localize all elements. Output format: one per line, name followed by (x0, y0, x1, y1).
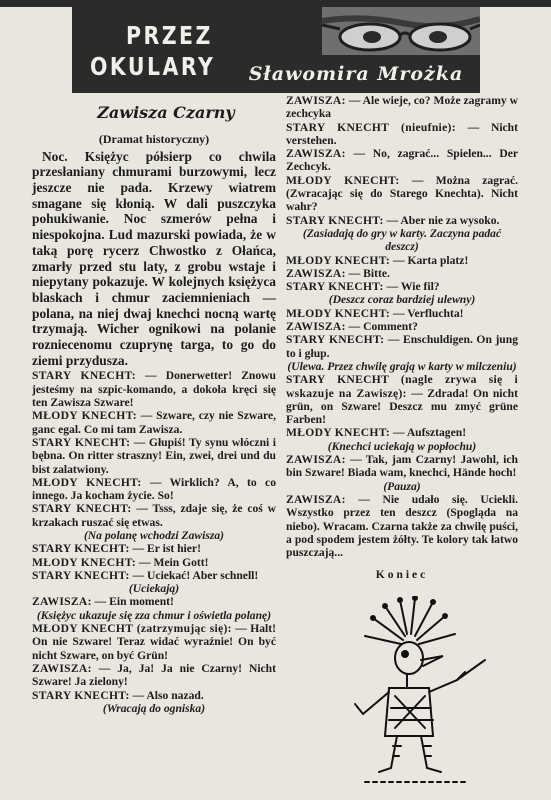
dialogue-line (32, 502, 276, 529)
stage-direction: (Na polanę wchodzi Zawisza) (83, 529, 225, 542)
stage-direction: (Knechci uciekają w popłochu) (327, 439, 477, 453)
dialogue-text: — Uciekać! Aber schnell! (129, 568, 259, 582)
dialogue-line (286, 373, 518, 426)
stage-direction: (Deszcz coraz bardziej ulewny) (328, 293, 476, 307)
speaker-name: MŁODY KNECHT: (286, 173, 400, 187)
column-banner (72, 7, 480, 93)
glasses-photo (322, 7, 480, 55)
dialogue-line (286, 280, 518, 293)
dialogue-line (286, 121, 518, 148)
speaker-name: ZAWISZA: (286, 266, 346, 280)
speaker-name: ZAWISZA: (286, 492, 346, 506)
speaker-name: STARY KNECHT: (32, 542, 130, 556)
dialogue-text: — Comment? (345, 320, 418, 334)
dialogue-text: — Szware, czy nie Szware, ganc egal. Co mi tam Zawisza. (32, 409, 276, 436)
dialogue-line (286, 254, 518, 267)
dialogue-line (32, 369, 276, 409)
speaker-name: ZAWISZA: (286, 147, 346, 161)
dialogue-line (32, 662, 276, 689)
dialogue-line (32, 569, 276, 582)
dialogue-line (32, 556, 276, 569)
speaker-name: MŁODY KNECHT: (286, 426, 391, 440)
knight-illustration (345, 596, 495, 796)
dialogue-text: — Zdrada! On nicht grün, on Szware! Deszcz mu zmyć grüne Farben! (286, 386, 518, 427)
speaker-name: STARY KNECHT: (32, 435, 131, 449)
dialogue-text: — Halt! On nie Szware! Teraz widać wyraźnie! On być nicht Szware, on być Grün! (32, 622, 276, 662)
speaker-name: MŁODY KNECHT (zatrzymując się): (32, 622, 232, 636)
play-subtitle: (Dramat historyczny) (98, 132, 210, 147)
dialogue-text: — Można zagrać. (Zwracając się do Starego Knechta). Nicht wahr? (286, 173, 518, 214)
dialogue-text: — Wie fil? (383, 280, 440, 294)
speaker-name: STARY KNECHT: (32, 502, 132, 516)
banner-author: Sławomira Mrożka (248, 63, 464, 85)
dialogue-line (286, 307, 518, 320)
speaker-name: MŁODY KNECHT: (286, 253, 391, 267)
dialogue-line (286, 174, 518, 214)
dialogue-line (32, 542, 276, 555)
dialogue-line (32, 689, 276, 702)
speaker-name: ZAWISZA: (286, 320, 346, 334)
play-title: Zawisza Czarny (97, 103, 235, 122)
dialogue-text: — Aufsztagen! (390, 426, 467, 440)
speaker-name: STARY KNECHT: (286, 333, 385, 347)
stage-direction: (Pauza) (383, 479, 421, 493)
speaker-name: MŁODY KNECHT: (32, 555, 137, 569)
speaker-name: MŁODY KNECHT: (32, 409, 137, 423)
dialogue-text: — Ale wieje, co? Może zagramy w zechcyka (286, 94, 518, 121)
ending-label: Koniec (375, 569, 429, 582)
speaker-name: STARY KNECHT (nagle zrywa się i wskazuje na Zawiszę): (286, 373, 518, 400)
dialogue-line (286, 493, 518, 559)
speaker-name: STARY KNECHT: (286, 213, 384, 227)
left-dialogue (32, 369, 276, 715)
dialogue-text: — Donerwetter! Znowu jesteśmy na szpic-komando, a dokoła kręci się ten Zawisza Szware! (32, 369, 276, 410)
dialogue-text: — Głupiś! Ty synu włóczni i bębna. On ritter straszny! Ein, zwei, drei und du bist zalatwiony. (32, 435, 276, 476)
top-rule (0, 0, 551, 7)
dialogue-text: — Ja, Ja! Ja nie Czarny! Nicht Szware! Ja zielony! (32, 661, 276, 689)
dialogue-text: — Enschuldigen. On jung to i głup. (286, 333, 518, 360)
stage-direction: (Wracają do ogniska) (102, 701, 206, 715)
dialogue-line (286, 320, 518, 333)
dialogue-text: — Verfluchta! (390, 306, 464, 320)
dialogue-text: — Bitte. (345, 266, 390, 280)
dialogue-line (286, 94, 518, 121)
dialogue-line (32, 595, 276, 608)
speaker-name: ZAWISZA: (32, 661, 92, 675)
right-column (286, 94, 518, 583)
dialogue-text: — Mein Gott! (136, 555, 209, 569)
dialogue-text: — No, zagrać... Spielen... Der Zechcyk. (286, 147, 518, 174)
dialogue-text: — Tak, jam Czarny! Jawohl, ich bin Szware! Biada wam, knechci, Hände hoch! (286, 453, 518, 480)
dialogue-line (32, 436, 276, 476)
dialogue-text: — Wirklich? A, to co innego. Ja kocham życie. So! (32, 475, 277, 503)
banner-title-line2: OKULARY (90, 52, 216, 81)
speaker-name: STARY KNECHT: (286, 280, 384, 294)
dialogue-line (32, 622, 276, 662)
dialogue-line (32, 409, 276, 436)
dialogue-line (32, 476, 276, 503)
speaker-name: ZAWISZA: (286, 94, 346, 107)
speaker-name: STARY KNECHT (nieufnie): (286, 120, 456, 134)
dialogue-line (286, 147, 518, 174)
dialogue-text: — Ein moment! (91, 595, 174, 609)
speaker-name: STARY KNECHT: (32, 568, 130, 582)
stage-direction: (Ulewa. Przez chwilę grają w karty w milczeniu) (287, 359, 517, 373)
dialogue-text: — Also nazad. (129, 688, 204, 702)
dialogue-line (286, 426, 518, 439)
banner-title-line1: PRZEZ (125, 21, 213, 50)
dialogue-line (286, 453, 518, 480)
dialogue-text: — Aber nie za wysoko. (383, 213, 500, 227)
dialogue-text: — Er ist hier! (129, 542, 201, 556)
stage-direction: (Zasiadają do gry w karty. Zaczyna padać deszcz) (302, 226, 502, 254)
speaker-name: MŁODY KNECHT: (32, 475, 142, 489)
play-intro: Noc. Księżyc półsierp co chwila przesłaniany chmurami burzowymi, lecz jeszcze nie pada. Krzewy wiatrem smagane się kłonią. W dali puszczyka pohukiwanie. Noc szmerów pełna i niespokojna. Lud mazurski powiada, że w taką porę rycerz Chwostko z Ołańca, zmarły przed stu laty, z grobu wstaje i niepytany pokazuje. W kolejnych księżyca blaskach i chmur zaciemnieniach — polana, na niej dwaj knechci nocną wartę trzymają. Wicher ognikowi na polanie rozniecenomu czuprynę targa, to go do ziemi przydusza. (32, 148, 276, 368)
right-dialogue (286, 94, 518, 559)
dialogue-text: — Tsss, zdaje się, że coś w krzakach ruszać się etwas. (32, 502, 276, 529)
speaker-name: ZAWISZA: (32, 595, 92, 609)
speaker-name: STARY KNECHT: (32, 369, 136, 383)
dialogue-text: — Karta platz! (390, 253, 469, 267)
dialogue-text: — Nicht verstehen. (286, 120, 518, 147)
dialogue-line (286, 333, 518, 360)
stage-direction: (Uciekają) (128, 582, 180, 596)
stage-direction: (Księżyc ukazuje się zza chmur i oświetla polanę) (36, 608, 272, 622)
left-column (32, 98, 276, 715)
dialogue-line (286, 267, 518, 280)
speaker-name: STARY KNECHT: (32, 688, 130, 702)
eyeglasses-icon (322, 7, 480, 55)
speaker-name: MŁODY KNECHT: (286, 306, 391, 320)
dialogue-line (286, 214, 518, 227)
speaker-name: ZAWISZA: (286, 453, 346, 467)
dialogue-text: — Nie udało się. Uciekli. Wszystko przez ten deszcz (Spogląda na niebo). Wracam. Czarna także za chwilę puści, a pod spodem jestem żółty. Te kolory tak łatwo puszczają... (286, 492, 518, 560)
